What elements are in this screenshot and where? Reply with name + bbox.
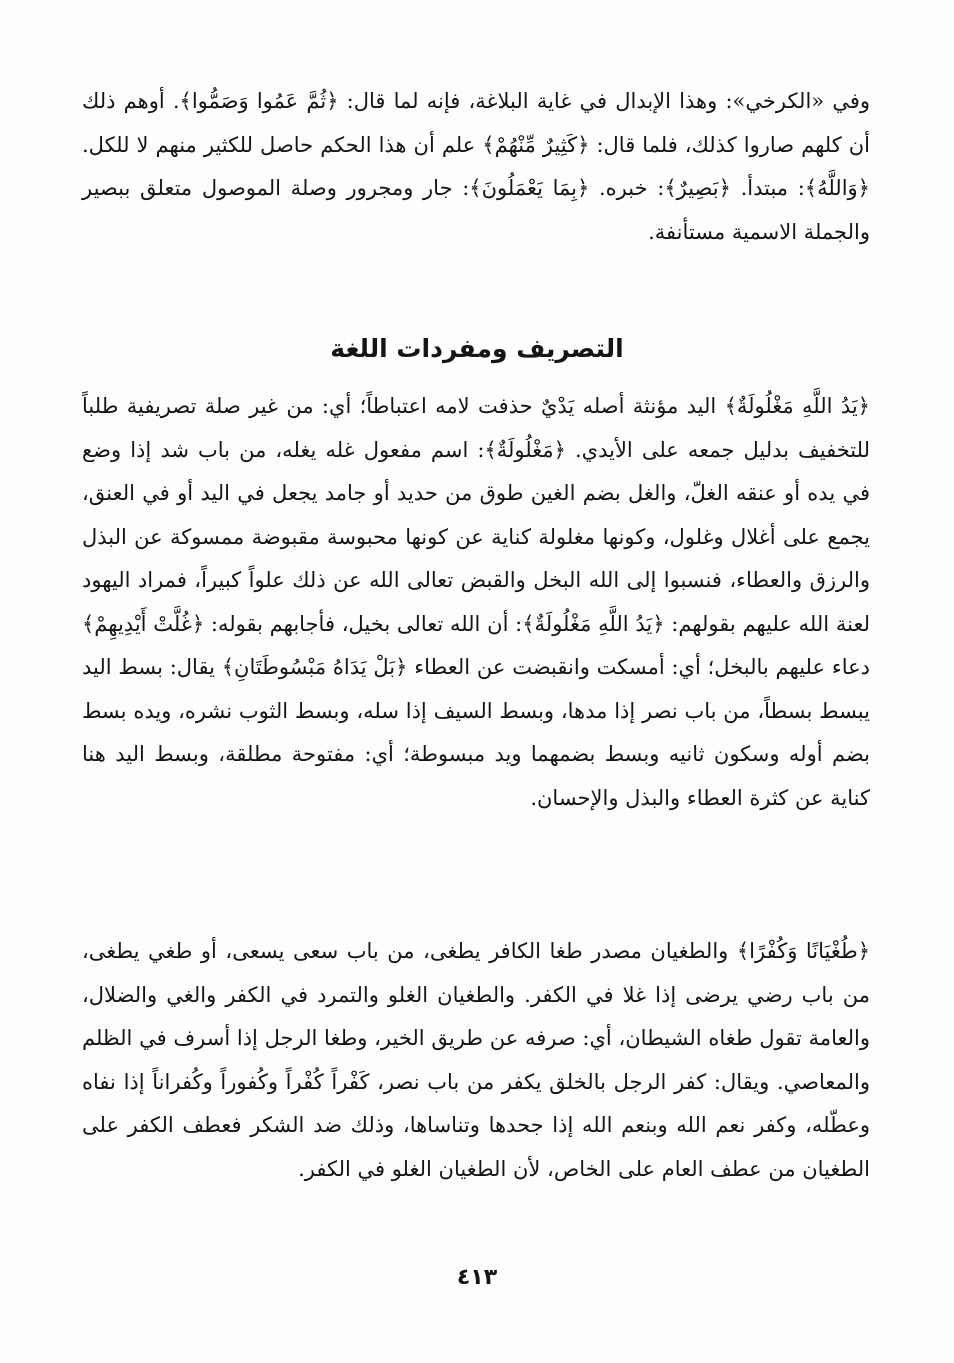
paragraph-tughyan [82, 930, 870, 1191]
paragraph-text: ﴿طُغْيَانًا وَكُفْرًا﴾ والطغيان مصدر طغا الكافر يطغى، من باب سعى يسعى، أو طغي يطغى، من باب رضي يرضى إذا غلا في الكفر. والطغيان الغلو والتمرد في الكفر والغي والضلال، والعامة تقول طغاه الشيطان، أي: صرفه عن طريق الخير، وطغا الرجل إذا أسرف في الظلم والمعاصي. ويقال: كفر الرجل بالخلق يكفر من باب نصر، كَفْراً كُفْراً وكُفوراً وكُفراناً إذا نفاه وعطّله، وكفر نعم الله وبنعم الله إذا جحدها وتناساها، وذلك ضد الشكر فعطف الكفر على الطغيان من عطف العام على الخاص، لأن الطغيان الغلو في الكفر. [82, 939, 870, 1181]
section-heading: التصريف ومفردات اللغة [330, 334, 624, 363]
paragraph-text: ﴿يَدُ اللَّهِ مَغْلُولَةٌ﴾ اليد مؤنثة أصله يَدْيٌ حذفت لامه اعتباطاً؛ أي: من غير صلة تصريفية طلباً للتخفيف بدليل جمعه على الأيدي. ﴿مَغْلُولَةٌ﴾: اسم مفعول غله يغله، من باب شد إذا وضع في يده أو عنقه الغلّ، والغل بضم الغين طوق من حديد أو جامد يجعل في اليد أو في العنق، يجمع على أغلال وغلول، وكونها مغلولة كناية عن كونها محبوسة مقبوضة ممسوكة عن البذل والرزق والعطاء، فنسبوا إلى الله البخل والقبض تعالى الله عن ذلك علواً كبيراً، فمراد اليهود لعنة الله عليهم بقولهم: ﴿يَدُ اللَّهِ مَغْلُولَةٌ﴾: أن الله تعالى بخيل، فأجابهم بقوله: ﴿غُلَّتْ أَيْدِيهِمْ﴾ دعاء عليهم بالبخل؛ أي: أمسكت وانقبضت عن العطاء ﴿بَلْ يَدَاهُ مَبْسُوطَتَانِ﴾ يقال: بسط اليد يبسط بسطاً، من باب نصر إذا مدها، وبسط السيف إذا سله، وبسط الثوب نشره، ويده بسط بضم أوله وسكون ثانيه وبسط بضمهما ويد مبسوطة؛ أي: مفتوحة مطلقة، وبسط اليد هنا كناية عن كثرة العطاء والبذل والإحسان. [82, 394, 870, 810]
page-number: ٤١٣ [456, 1265, 498, 1290]
paragraph-text: وفي «الكرخي»: وهذا الإبدال في غاية البلاغة، فإنه لما قال: ﴿ثُمَّ عَمُوا وَصَمُّوا﴾. أوهم ذلك أن كلهم صاروا كذلك، فلما قال: ﴿كَثِيرٌ مِّنْهُمْ﴾ علم أن هذا الحكم حاصل للكثير منهم لا للكل. ﴿وَاللَّهُ﴾: مبتدأ. ﴿بَصِيرٌ﴾: خبره. ﴿بِمَا يَعْمَلُونَ﴾: جار ومجرور وصلة الموصول متعلق ببصير والجملة الاسمية مستأنفة. [82, 89, 870, 244]
paragraph-yad-allah [82, 385, 870, 820]
paragraph-grammar-note [82, 80, 870, 254]
